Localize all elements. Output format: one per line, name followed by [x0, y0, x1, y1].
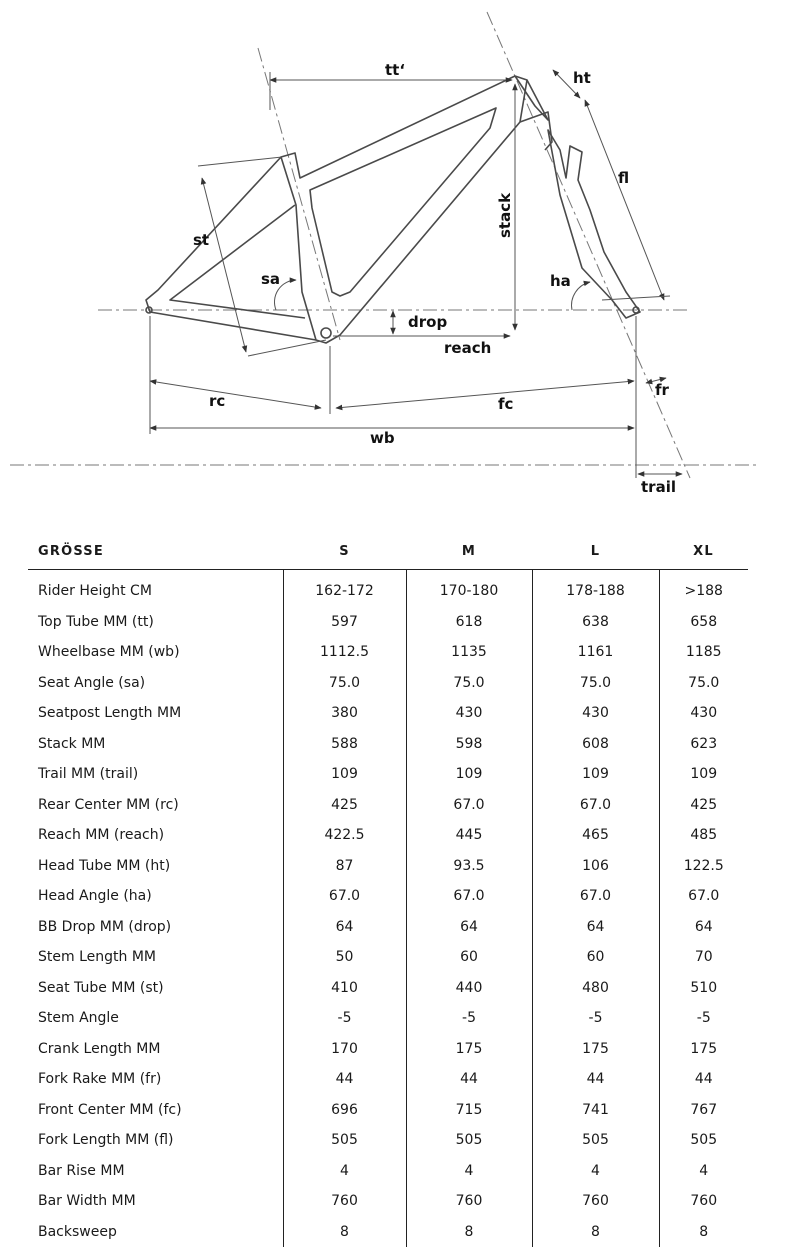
- label-rc: rc: [209, 392, 226, 410]
- table-cell: 87: [283, 851, 406, 882]
- table-row: [28, 1064, 748, 1095]
- row-label: Front Center MM (fc): [38, 1101, 182, 1118]
- table-cell: 44: [532, 1064, 659, 1095]
- table-cell: 465: [532, 820, 659, 851]
- table-cell: 588: [283, 729, 406, 760]
- table-cell: 1112.5: [283, 637, 406, 668]
- table-row: [28, 698, 748, 729]
- table-cell: 741: [532, 1095, 659, 1126]
- table-cell: 618: [406, 607, 532, 638]
- construction-lines: [10, 12, 758, 478]
- table-cell: 75.0: [283, 668, 406, 699]
- table-cell: 598: [406, 729, 532, 760]
- table-row: [28, 973, 748, 1004]
- table-cell: 60: [532, 942, 659, 973]
- label-fc: fc: [498, 395, 514, 413]
- row-label: Fork Rake MM (fr): [38, 1071, 162, 1088]
- label-fr: fr: [655, 381, 669, 399]
- row-label: Reach MM (reach): [38, 827, 165, 844]
- row-label: Seatpost Length MM: [38, 705, 182, 722]
- row-label: Top Tube MM (tt): [38, 613, 154, 630]
- geometry-table: [28, 533, 748, 1247]
- row-label: Backsweep: [38, 1223, 117, 1240]
- table-cell: 8: [406, 1217, 532, 1248]
- table-row: [28, 607, 748, 638]
- table-cell: 4: [532, 1156, 659, 1187]
- label-ht: ht: [573, 69, 591, 87]
- table-cell: 623: [659, 729, 748, 760]
- row-label: BB Drop MM (drop): [38, 918, 172, 935]
- table-cell: -5: [659, 1003, 748, 1034]
- table-row: [28, 851, 748, 882]
- table-cell: 109: [406, 759, 532, 790]
- table-row: [28, 668, 748, 699]
- bike-frame: [146, 76, 640, 343]
- table-cell: 64: [659, 912, 748, 943]
- table-cell: 430: [659, 698, 748, 729]
- table-cell: 67.0: [532, 881, 659, 912]
- dimension-lines: [150, 70, 682, 478]
- label-ha: ha: [550, 272, 571, 290]
- table-cell: 760: [659, 1186, 748, 1217]
- table-row: [28, 1186, 748, 1217]
- row-label: Seat Angle (sa): [38, 674, 146, 691]
- table-cell: 505: [283, 1125, 406, 1156]
- table-cell: -5: [532, 1003, 659, 1034]
- table-row: [28, 1095, 748, 1126]
- table-cell: 760: [283, 1186, 406, 1217]
- table-row: [28, 637, 748, 668]
- table-row: [28, 1125, 748, 1156]
- table-cell: 4: [283, 1156, 406, 1187]
- table-cell: 67.0: [406, 790, 532, 821]
- table-cell: 44: [659, 1064, 748, 1095]
- table-cell: 50: [283, 942, 406, 973]
- label-fl: fl: [618, 169, 630, 187]
- table-cell: >188: [659, 570, 748, 607]
- table-cell: 122.5: [659, 851, 748, 882]
- table-cell: -5: [283, 1003, 406, 1034]
- table-cell: 44: [406, 1064, 532, 1095]
- label-drop: drop: [408, 313, 448, 331]
- table-cell: 178-188: [532, 570, 659, 607]
- table-cell: 44: [283, 1064, 406, 1095]
- table-cell: 760: [532, 1186, 659, 1217]
- row-label: Stack MM: [38, 735, 106, 752]
- table-cell: 175: [532, 1034, 659, 1065]
- column-header-size: GRÖSSE: [28, 533, 283, 570]
- table-cell: 75.0: [406, 668, 532, 699]
- table-cell: 422.5: [283, 820, 406, 851]
- row-label: Bar Width MM: [38, 1193, 136, 1210]
- label-tt: tt‘: [385, 61, 406, 79]
- table-row: [28, 790, 748, 821]
- table-row: [28, 729, 748, 760]
- table-cell: 638: [532, 607, 659, 638]
- table-cell: 1161: [532, 637, 659, 668]
- table-cell: 715: [406, 1095, 532, 1126]
- column-header-s: S: [283, 533, 406, 570]
- table-cell: 4: [406, 1156, 532, 1187]
- table-cell: 8: [532, 1217, 659, 1248]
- table-cell: 4: [659, 1156, 748, 1187]
- table-cell: 64: [283, 912, 406, 943]
- table-cell: 170: [283, 1034, 406, 1065]
- table-cell: 67.0: [532, 790, 659, 821]
- column-header-m: M: [406, 533, 532, 570]
- table-cell: 170-180: [406, 570, 532, 607]
- table-cell: 109: [283, 759, 406, 790]
- table-cell: 597: [283, 607, 406, 638]
- table-cell: 480: [532, 973, 659, 1004]
- table-header-row: [28, 533, 748, 570]
- table-cell: 430: [532, 698, 659, 729]
- table-row: [28, 942, 748, 973]
- table-cell: 162-172: [283, 570, 406, 607]
- table-cell: 109: [532, 759, 659, 790]
- row-label: Stem Angle: [38, 1010, 119, 1027]
- table-row: [28, 759, 748, 790]
- table-cell: 75.0: [659, 668, 748, 699]
- row-label: Rear Center MM (rc): [38, 796, 179, 813]
- table-cell: 175: [406, 1034, 532, 1065]
- column-header-xl: XL: [659, 533, 748, 570]
- table-cell: 445: [406, 820, 532, 851]
- label-stack: stack: [496, 192, 514, 238]
- table-body: [28, 570, 748, 1248]
- table-cell: -5: [406, 1003, 532, 1034]
- table-cell: 60: [406, 942, 532, 973]
- table-cell: 485: [659, 820, 748, 851]
- row-label: Bar Rise MM: [38, 1162, 125, 1179]
- table-cell: 767: [659, 1095, 748, 1126]
- label-trail: trail: [641, 478, 676, 496]
- table-cell: 696: [283, 1095, 406, 1126]
- table-cell: 109: [659, 759, 748, 790]
- table-cell: 67.0: [406, 881, 532, 912]
- table-cell: 440: [406, 973, 532, 1004]
- table-cell: 67.0: [659, 881, 748, 912]
- row-label: Trail MM (trail): [38, 766, 139, 783]
- label-reach: reach: [444, 339, 492, 357]
- table-cell: 658: [659, 607, 748, 638]
- table-cell: 75.0: [532, 668, 659, 699]
- table-cell: 70: [659, 942, 748, 973]
- label-wb: wb: [370, 429, 395, 447]
- row-label: Crank Length MM: [38, 1040, 161, 1057]
- dimension-labels: [193, 61, 676, 496]
- table-cell: 175: [659, 1034, 748, 1065]
- row-label: Rider Height CM: [38, 583, 152, 600]
- table-row: [28, 1156, 748, 1187]
- table-cell: 106: [532, 851, 659, 882]
- table-cell: 64: [532, 912, 659, 943]
- table-cell: 505: [406, 1125, 532, 1156]
- table-cell: 1185: [659, 637, 748, 668]
- label-st: st: [193, 231, 210, 249]
- table-cell: 67.0: [283, 881, 406, 912]
- table-cell: 430: [406, 698, 532, 729]
- table-row: [28, 912, 748, 943]
- table-cell: 760: [406, 1186, 532, 1217]
- row-label: Head Angle (ha): [38, 888, 152, 905]
- table-row: [28, 1217, 748, 1248]
- table-row: [28, 820, 748, 851]
- table-cell: 1135: [406, 637, 532, 668]
- table-row: [28, 881, 748, 912]
- table-cell: 8: [283, 1217, 406, 1248]
- table-row: [28, 1003, 748, 1034]
- row-label: Wheelbase MM (wb): [38, 644, 180, 661]
- table-cell: 425: [283, 790, 406, 821]
- table-cell: 8: [659, 1217, 748, 1248]
- row-label: Stem Length MM: [38, 949, 156, 966]
- table-cell: 410: [283, 973, 406, 1004]
- table-cell: 380: [283, 698, 406, 729]
- table-cell: 505: [659, 1125, 748, 1156]
- row-label: Head Tube MM (ht): [38, 857, 171, 874]
- table-cell: 64: [406, 912, 532, 943]
- table-cell: 510: [659, 973, 748, 1004]
- label-sa: sa: [261, 270, 281, 288]
- row-label: Fork Length MM (fl): [38, 1132, 174, 1149]
- table-cell: 505: [532, 1125, 659, 1156]
- row-label: Seat Tube MM (st): [38, 979, 164, 996]
- table-cell: 425: [659, 790, 748, 821]
- geometry-diagram: [0, 0, 790, 510]
- table-row: [28, 570, 748, 607]
- column-header-l: L: [532, 533, 659, 570]
- table-row: [28, 1034, 748, 1065]
- table-cell: 93.5: [406, 851, 532, 882]
- table-cell: 608: [532, 729, 659, 760]
